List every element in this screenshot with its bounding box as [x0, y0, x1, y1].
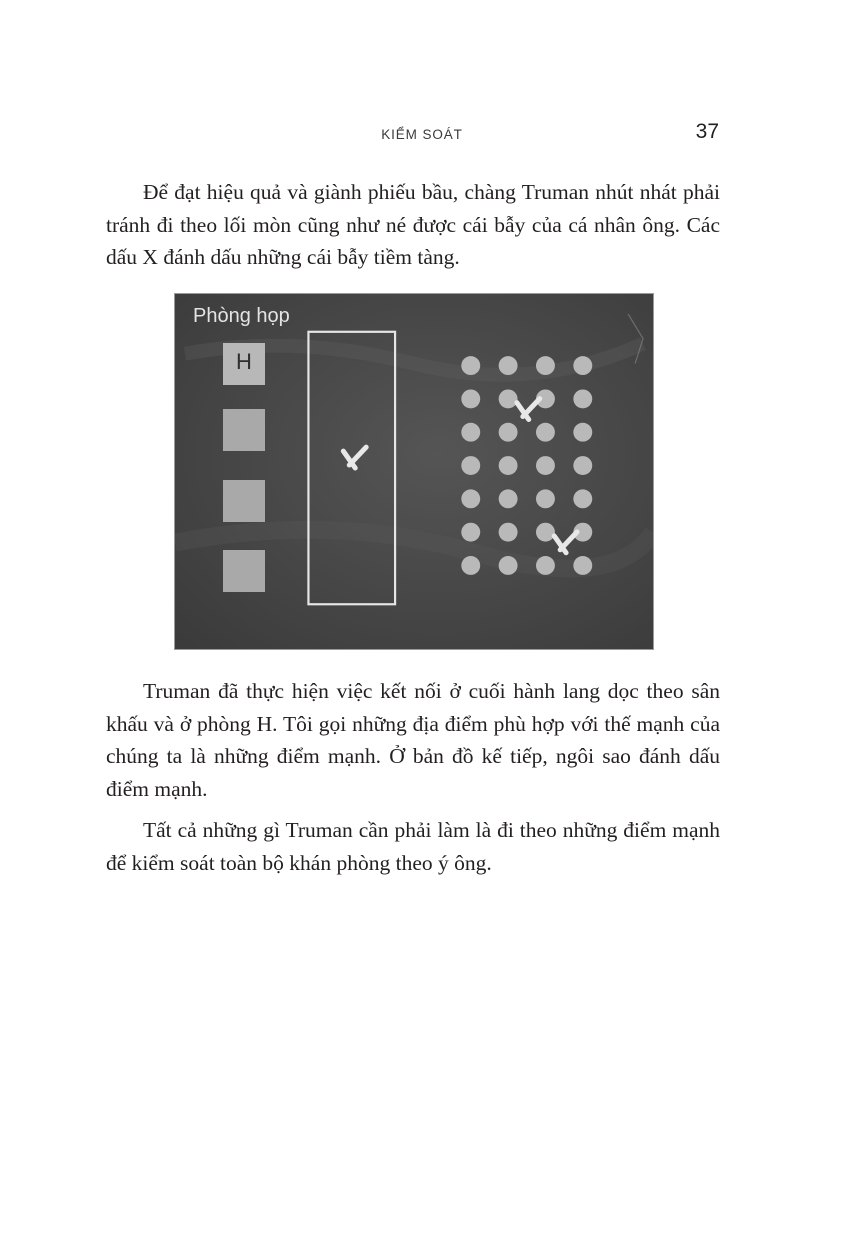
room-map-figure [174, 293, 654, 650]
room-box [223, 550, 265, 592]
seat-dot [461, 523, 480, 542]
seat-dot [573, 423, 592, 442]
seat-dot [573, 389, 592, 408]
seat-dot [536, 523, 555, 542]
seat-dot [461, 389, 480, 408]
paragraph-2: Truman đã thực hiện việc kết nối ở cuối hành lang dọc theo sân khấu và ở phòng H. Tôi gọi những địa điểm phù hợp với thế mạnh của chúng ta là những điểm mạnh. Ở bản đồ kế tiếp, ngôi sao đánh dấu điểm mạnh. [106, 679, 720, 801]
seat-dot [461, 423, 480, 442]
room-h-box [223, 343, 265, 385]
seat-dot [573, 456, 592, 475]
seat-dot [573, 489, 592, 508]
seat-dot [536, 356, 555, 375]
paragraph-3: Tất cả những gì Truman cần phải làm là đi theo những điểm mạnh để kiểm soát toàn bộ khán phòng theo ý ông. [106, 818, 720, 875]
paragraph-1: Để đạt hiệu quả và giành phiếu bầu, chàng Truman nhút nhát phải tránh đi theo lối mòn cũng như né được cái bẫy của cá nhân ông. Các dấu X đánh dấu những cái bẫy tiềm tàng. [106, 180, 720, 269]
seat-dot [499, 489, 518, 508]
seat-dot [499, 456, 518, 475]
seat-dot [499, 523, 518, 542]
seat-dot [499, 423, 518, 442]
room-h-letter: H [236, 349, 252, 374]
seat-dot [573, 356, 592, 375]
seat-dot [573, 556, 592, 575]
room-box [223, 409, 265, 451]
seat-dot [499, 356, 518, 375]
seat-dot [536, 489, 555, 508]
page-number: 37 [695, 120, 719, 143]
seat-dot [499, 556, 518, 575]
seat-dot [461, 489, 480, 508]
seat-dot [461, 356, 480, 375]
seat-dot [461, 556, 480, 575]
seat-dot [499, 389, 518, 408]
seat-dot [536, 456, 555, 475]
page-header [0, 118, 844, 150]
seat-dot [536, 423, 555, 442]
meeting-room-label: Phòng họp [193, 305, 290, 327]
room-box [223, 480, 265, 522]
seat-dot [536, 556, 555, 575]
running-title: KIỂM SOÁT [381, 127, 463, 142]
seat-dot [461, 456, 480, 475]
